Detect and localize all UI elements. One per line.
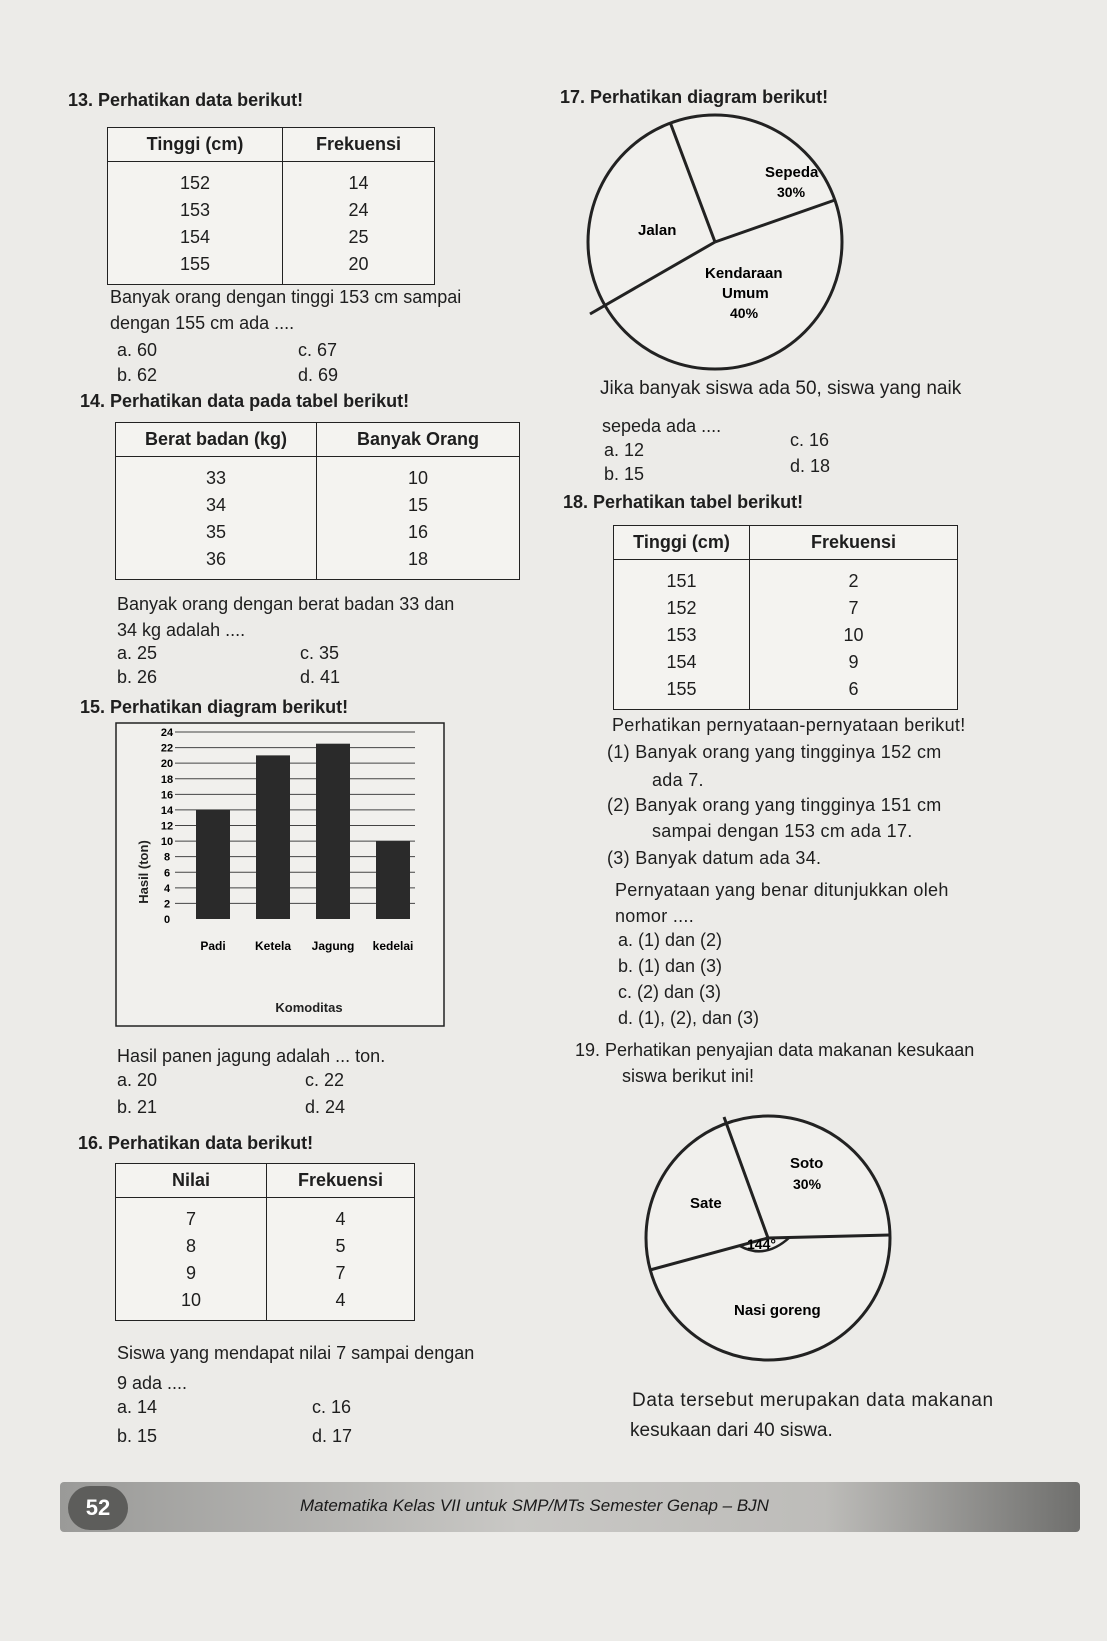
q17-option-d[interactable]: d. 18 [790,456,831,476]
q15-option-d[interactable]: d. 24 [305,1097,346,1117]
q14-cell: 16 [317,519,520,546]
q18-statement-2b: sampai dengan 153 cm ada 17. [652,821,913,841]
q15-question: Hasil panen jagung adalah ... ton. [117,1046,386,1066]
q18-header-frekuensi: Frekuensi [750,526,958,560]
q19-note-line1: Data tersebut merupakan data makanan [632,1390,994,1411]
q15-x-tick-label: Padi [200,939,226,953]
q18-statement-1b: ada 7. [652,770,704,790]
q13-title: 13. Perhatikan data berikut! [68,90,304,110]
q16-question-line1: Siswa yang mendapat nilai 7 sampai dengan [117,1343,475,1363]
q13-cell: 20 [283,251,435,285]
q17-label-sepeda-pct: 30% [777,184,806,200]
q19-label-soto-pct: 30% [793,1176,822,1192]
page-number: 52 [68,1486,128,1530]
q17-label-sepeda: Sepeda [765,164,819,181]
q18-cell: 9 [750,649,958,676]
q18-cell: 154 [614,649,750,676]
q14-cell: 10 [317,457,520,493]
q15-y-tick-label: 12 [160,820,174,833]
q17-label-jalan: Jalan [638,222,677,239]
q15-x-axis-label: Komoditas [275,1000,343,1015]
q18-statement-3: (3) Banyak datum ada 34. [607,848,822,868]
q15-y-tick-label: 16 [160,789,174,802]
q18-option-b[interactable]: b. (1) dan (3) [618,956,723,976]
q15-y-tick-label: 22 [160,742,174,755]
q13-cell: 155 [108,251,283,285]
q14-cell: 35 [116,519,317,546]
q17-label-umum: Umum [722,285,769,302]
q15-y-tick-label: 20 [160,758,174,771]
q18-title: 18. Perhatikan tabel berikut! [563,492,804,512]
q17-title: 17. Perhatikan diagram berikut! [560,87,829,107]
q15-y-tick-label: 6 [163,867,171,880]
q16-cell: 4 [267,1198,415,1234]
q15-bar-padi [196,810,230,919]
q18-header-tinggi: Tinggi (cm) [614,526,750,560]
q17-question-line2: sepeda ada .... [602,416,722,436]
q15-option-b[interactable]: b. 21 [117,1097,158,1117]
q13-option-b[interactable]: b. 62 [117,365,158,385]
q16-cell: 9 [116,1260,267,1287]
q16-option-c[interactable]: c. 16 [312,1397,352,1417]
q19-label-sate: Sate [690,1195,722,1212]
q15-y-tick-label: 4 [163,882,171,895]
q15-bar-ketela [256,755,290,919]
q18-cell: 153 [614,622,750,649]
q16-cell: 7 [116,1198,267,1234]
q19-label-soto: Soto [790,1155,824,1172]
q14-question-line1: Banyak orang dengan berat badan 33 dan [117,594,455,614]
q16-header-nilai: Nilai [116,1164,267,1198]
q16-cell: 10 [116,1287,267,1321]
q17-option-c[interactable]: c. 16 [790,430,830,450]
q18-question-line1: Pernyataan yang benar ditunjukkan oleh [615,880,949,900]
footer-book-title: Matematika Kelas VII untuk SMP/MTs Semester Genap – BJN [300,1496,769,1515]
q15-y-tick-label: 14 [160,804,174,817]
q16-header-frekuensi: Frekuensi [267,1164,415,1198]
q13-cell: 152 [108,162,283,198]
q14-cell: 15 [317,492,520,519]
q14-option-a[interactable]: a. 25 [117,643,158,663]
q16-option-d[interactable]: d. 17 [312,1426,353,1446]
q18-cell: 6 [750,676,958,710]
q16-cell: 4 [267,1287,415,1321]
q15-x-tick-label: Ketela [254,939,292,953]
q15-y-tick-label: 18 [160,773,174,786]
q14-table [115,422,520,580]
q14-cell: 34 [116,492,317,519]
q18-cell: 10 [750,622,958,649]
q18-cell: 152 [614,595,750,622]
q13-header-tinggi: Tinggi (cm) [108,128,283,162]
q16-option-b[interactable]: b. 15 [117,1426,158,1446]
q15-bar-chart [115,722,445,1027]
q18-option-d[interactable]: d. (1), (2), dan (3) [618,1008,760,1028]
q15-y-tick-label: 2 [163,898,171,911]
q18-cell: 151 [614,560,750,596]
q14-option-c[interactable]: c. 35 [300,643,340,663]
q13-cell: 153 [108,197,283,224]
q18-cell: 155 [614,676,750,710]
q16-table [115,1163,415,1321]
q18-statement-2a: (2) Banyak orang yang tingginya 151 cm [607,795,942,815]
q15-bar-kedelai [376,841,410,919]
q18-statement-1a: (1) Banyak orang yang tingginya 152 cm [607,742,942,762]
q15-y-axis-label: Hasil (ton) [136,840,151,904]
q13-question-line1: Banyak orang dengan tinggi 153 cm sampai [110,287,462,307]
q17-pie-chart [570,112,860,382]
q13-question-line2: dengan 155 cm ada .... [110,313,295,333]
q15-title: 15. Perhatikan diagram berikut! [80,697,349,717]
q13-table [107,127,435,285]
q15-option-a[interactable]: a. 20 [117,1070,158,1090]
q19-note-line2: kesukaan dari 40 siswa. [630,1420,833,1441]
q18-option-c[interactable]: c. (2) dan (3) [618,982,722,1002]
q14-cell: 18 [317,546,520,580]
q19-pie-chart [640,1110,900,1370]
q13-header-frekuensi: Frekuensi [283,128,435,162]
q17-label-kendaraan: Kendaraan [705,265,783,282]
q15-x-tick-label: Jagung [311,939,355,953]
q15-x-tick-label: kedelai [372,939,414,953]
q17-question-line1: Jika banyak siswa ada 50, siswa yang naik [600,378,962,399]
q16-cell: 8 [116,1233,267,1260]
q18-cell: 7 [750,595,958,622]
q14-option-d[interactable]: d. 41 [300,667,341,687]
q15-y-tick-label: 24 [160,727,174,739]
q17-option-a[interactable]: a. 12 [604,440,645,460]
q17-label-umum-pct: 40% [730,305,759,321]
q19-label-angle: 144° [747,1236,776,1252]
q18-option-a[interactable]: a. (1) dan (2) [618,930,723,950]
q14-header-banyak: Banyak Orang [317,423,520,457]
q14-cell: 36 [116,546,317,580]
q16-option-a[interactable]: a. 14 [117,1397,158,1417]
q19-title-line1: 19. Perhatikan penyajian data makanan kesukaan [575,1040,975,1060]
q15-y-tick-label: 8 [163,851,171,864]
q13-cell: 154 [108,224,283,251]
q16-question-line2: 9 ada .... [117,1373,188,1393]
q13-option-c[interactable]: c. 67 [298,340,338,360]
q14-question-line2: 34 kg adalah .... [117,620,246,640]
q16-cell: 7 [267,1260,415,1287]
q19-label-nasi-goreng: Nasi goreng [734,1302,821,1319]
q13-cell: 14 [283,162,435,198]
q14-header-berat: Berat badan (kg) [116,423,317,457]
q14-option-b[interactable]: b. 26 [117,667,158,687]
q18-table [613,525,958,710]
q17-option-b[interactable]: b. 15 [604,464,645,484]
q13-option-d[interactable]: d. 69 [298,365,339,385]
q13-cell: 24 [283,197,435,224]
q18-cell: 2 [750,560,958,596]
q13-cell: 25 [283,224,435,251]
q14-cell: 33 [116,457,317,493]
q16-title: 16. Perhatikan data berikut! [78,1133,314,1153]
q15-bar-jagung [316,744,350,919]
q18-question-line2: nomor .... [615,906,695,926]
q13-option-a[interactable]: a. 60 [117,340,158,360]
q14-title: 14. Perhatikan data pada tabel berikut! [80,391,410,411]
q15-option-c[interactable]: c. 22 [305,1070,345,1090]
q16-cell: 5 [267,1233,415,1260]
q15-y-tick-label: 10 [160,836,174,849]
q18-intro: Perhatikan pernyataan-pernyataan berikut! [612,715,966,735]
q15-y-tick-label: 0 [163,914,171,926]
q19-title-line2: siswa berikut ini! [622,1066,755,1086]
